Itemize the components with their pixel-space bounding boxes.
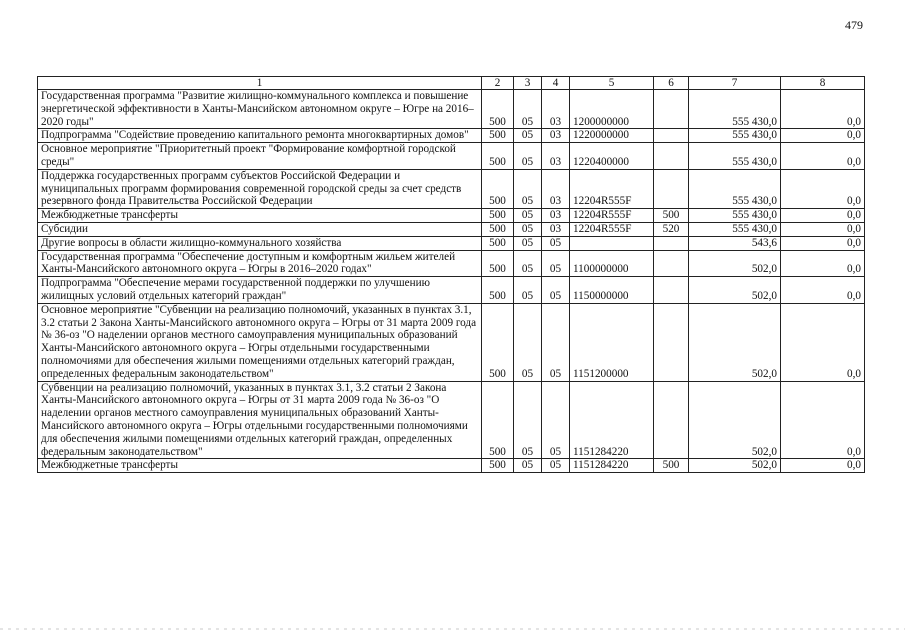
cell-amount: 555 430,0: [689, 143, 781, 170]
cell-amount-2: 0,0: [781, 169, 865, 208]
cell-admin-code: 500: [482, 143, 514, 170]
cell-expense-type: [654, 381, 689, 459]
cell-admin-code: 500: [482, 209, 514, 223]
row-name: Подпрограмма "Содействие проведению капитального ремонта многоквартирных домов": [38, 129, 482, 143]
cell-target-article: [570, 236, 654, 250]
cell-subsection: 05: [542, 303, 570, 381]
cell-amount-2: 0,0: [781, 143, 865, 170]
cell-admin-code: 500: [482, 90, 514, 129]
column-header: 7: [689, 77, 781, 90]
cell-expense-type: [654, 236, 689, 250]
cell-amount: 543,6: [689, 236, 781, 250]
cell-section: 05: [514, 143, 542, 170]
cell-amount: 555 430,0: [689, 169, 781, 208]
cell-target-article: 12204R555F: [570, 209, 654, 223]
table-row: [38, 222, 865, 236]
cell-section: 05: [514, 459, 542, 473]
cell-expense-type: [654, 143, 689, 170]
cell-section: 05: [514, 277, 542, 304]
cell-target-article: 12204R555F: [570, 169, 654, 208]
cell-subsection: 05: [542, 381, 570, 459]
cell-target-article: 1200000000: [570, 90, 654, 129]
cell-amount: 555 430,0: [689, 90, 781, 129]
cell-amount: 502,0: [689, 459, 781, 473]
cell-amount: 502,0: [689, 381, 781, 459]
cell-amount: 555 430,0: [689, 209, 781, 223]
cell-section: 05: [514, 90, 542, 129]
cell-expense-type: 520: [654, 222, 689, 236]
cell-admin-code: 500: [482, 129, 514, 143]
cell-expense-type: [654, 90, 689, 129]
row-name: Другие вопросы в области жилищно-коммунального хозяйства: [38, 236, 482, 250]
table-row: [38, 129, 865, 143]
row-name: Поддержка государственных программ субъектов Российской Федерации и муниципальных программ формирования современной городской среды за счет средств резервного фонда Правительства Российской Федерации: [38, 169, 482, 208]
cell-amount-2: 0,0: [781, 459, 865, 473]
cell-admin-code: 500: [482, 381, 514, 459]
cell-amount-2: 0,0: [781, 90, 865, 129]
cell-admin-code: 500: [482, 277, 514, 304]
cell-subsection: 05: [542, 250, 570, 277]
column-header: 4: [542, 77, 570, 90]
cell-section: 05: [514, 381, 542, 459]
table-row: [38, 90, 865, 129]
cell-amount-2: 0,0: [781, 250, 865, 277]
row-name: Межбюджетные трансферты: [38, 209, 482, 223]
column-header: 2: [482, 77, 514, 90]
cell-target-article: 1150000000: [570, 277, 654, 304]
cell-amount-2: 0,0: [781, 277, 865, 304]
row-name: Подпрограмма "Обеспечение мерами государственной поддержки по улучшению жилищных условий отдельных категорий граждан": [38, 277, 482, 304]
table-row: [38, 459, 865, 473]
cell-amount-2: 0,0: [781, 129, 865, 143]
column-header: 6: [654, 77, 689, 90]
cell-section: 05: [514, 236, 542, 250]
table-header-row: [38, 77, 865, 90]
cell-admin-code: 500: [482, 459, 514, 473]
cell-target-article: 12204R555F: [570, 222, 654, 236]
table-row: [38, 169, 865, 208]
cell-admin-code: 500: [482, 222, 514, 236]
cell-subsection: 05: [542, 277, 570, 304]
row-name: Субвенции на реализацию полномочий, указанных в пунктах 3.1, 3.2 статьи 2 Закона Ханты-Мансийского автономного округа – Югры от 31 марта 2009 года № 36-оз "О наделении органов местного самоуправления муниципальных образований Ханты-Мансийского автономного округа – Югры отдельными государственными полномочиями для обеспечения жилыми помещениями отдельных категорий граждан, определенных федеральным законодательством": [38, 381, 482, 459]
table-row: [38, 381, 865, 459]
cell-subsection: 03: [542, 143, 570, 170]
cell-section: 05: [514, 169, 542, 208]
row-name: Основное мероприятие "Приоритетный проект "Формирование комфортной городской среды": [38, 143, 482, 170]
column-header: 1: [38, 77, 482, 90]
cell-subsection: 03: [542, 209, 570, 223]
scan-artifact-line: [0, 628, 905, 630]
cell-expense-type: 500: [654, 459, 689, 473]
cell-target-article: 1220400000: [570, 143, 654, 170]
cell-subsection: 03: [542, 129, 570, 143]
cell-amount: 502,0: [689, 277, 781, 304]
cell-subsection: 05: [542, 459, 570, 473]
cell-expense-type: 500: [654, 209, 689, 223]
table-row: [38, 209, 865, 223]
cell-amount: 502,0: [689, 303, 781, 381]
table-row: [38, 303, 865, 381]
cell-section: 05: [514, 209, 542, 223]
table-row: [38, 250, 865, 277]
table-row: [38, 236, 865, 250]
cell-amount-2: 0,0: [781, 209, 865, 223]
cell-expense-type: [654, 277, 689, 304]
cell-target-article: 1220000000: [570, 129, 654, 143]
cell-section: 05: [514, 129, 542, 143]
cell-subsection: 05: [542, 236, 570, 250]
row-name: Межбюджетные трансферты: [38, 459, 482, 473]
column-header: 3: [514, 77, 542, 90]
cell-admin-code: 500: [482, 250, 514, 277]
cell-expense-type: [654, 250, 689, 277]
cell-amount-2: 0,0: [781, 222, 865, 236]
row-name: Государственная программа "Обеспечение доступным и комфортным жильем жителей Ханты-Мансийского автономного округа – Югры в 2016–2020 годах": [38, 250, 482, 277]
row-name: Основное мероприятие "Субвенции на реализацию полномочий, указанных в пунктах 3.1, 3.2 статьи 2 Закона Ханты-Мансийского автономного округа – Югры от 31 марта 2009 года № 36-оз "О наделении органов местного самоуправления муниципальных образований Ханты-Мансийского автономного округа – Югры отдельными государственными полномочиями для обеспечения жилыми помещениями отдельных категорий граждан, определенных федеральным законодательством": [38, 303, 482, 381]
cell-target-article: 1100000000: [570, 250, 654, 277]
row-name: Государственная программа "Развитие жилищно-коммунального комплекса и повышение энергетической эффективности в Ханты-Мансийском автономном округе – Югре на 2016–2020 годы": [38, 90, 482, 129]
cell-subsection: 03: [542, 222, 570, 236]
cell-amount: 555 430,0: [689, 222, 781, 236]
cell-admin-code: 500: [482, 236, 514, 250]
cell-target-article: 1151284220: [570, 381, 654, 459]
budget-table: [37, 76, 865, 473]
cell-amount: 555 430,0: [689, 129, 781, 143]
cell-section: 05: [514, 250, 542, 277]
cell-expense-type: [654, 169, 689, 208]
table-row: [38, 277, 865, 304]
row-name: Субсидии: [38, 222, 482, 236]
cell-target-article: 1151284220: [570, 459, 654, 473]
column-header: 8: [781, 77, 865, 90]
table-row: [38, 143, 865, 170]
cell-section: 05: [514, 303, 542, 381]
page-number: 479: [845, 18, 863, 32]
cell-amount-2: 0,0: [781, 236, 865, 250]
cell-target-article: 1151200000: [570, 303, 654, 381]
cell-expense-type: [654, 303, 689, 381]
cell-subsection: 03: [542, 169, 570, 208]
cell-section: 05: [514, 222, 542, 236]
cell-admin-code: 500: [482, 303, 514, 381]
cell-amount-2: 0,0: [781, 303, 865, 381]
column-header: 5: [570, 77, 654, 90]
cell-expense-type: [654, 129, 689, 143]
cell-admin-code: 500: [482, 169, 514, 208]
cell-amount: 502,0: [689, 250, 781, 277]
cell-amount-2: 0,0: [781, 381, 865, 459]
cell-subsection: 03: [542, 90, 570, 129]
